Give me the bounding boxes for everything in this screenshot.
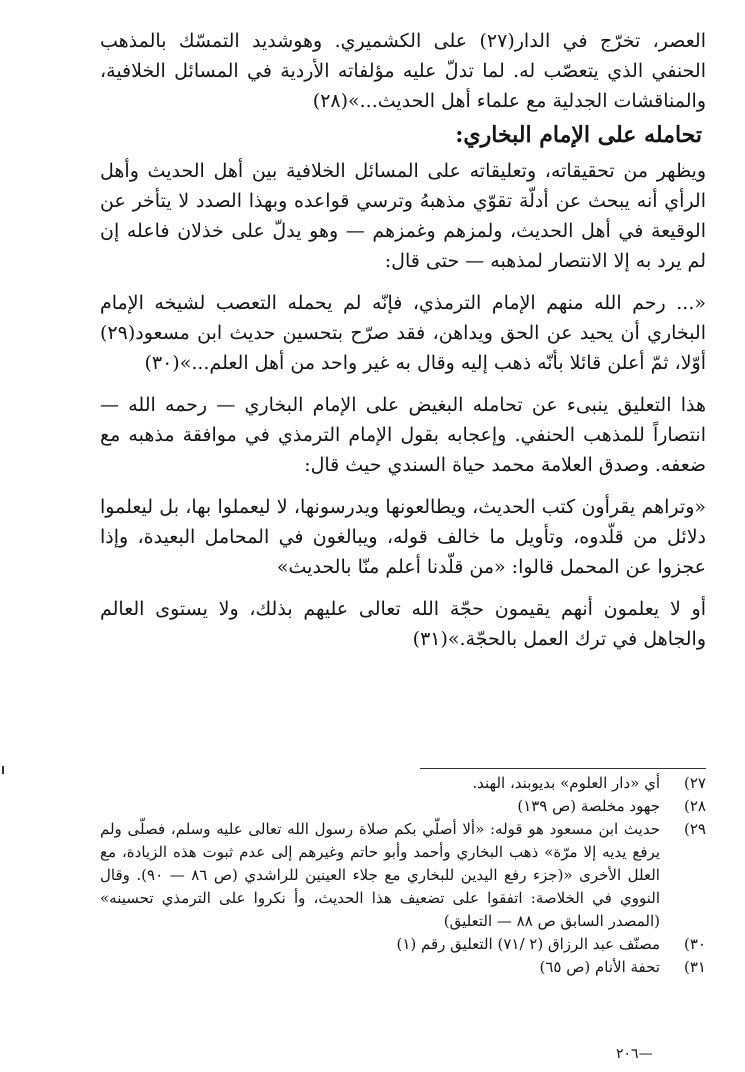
footnote-text: حديث ابن مسعود هو قوله: «ألا أصلّي بكم صلاة رسول الله تعالى عليه وسلم، فصلّى ولم يرفع يديه إلا مرّة» ذهب البخاري وأحمد وأبو حاتم وغيرهم إلى عدم ثبوت هذه الزيادة، مع العلل الأخرى «(جزء رفع اليدين للبخاري مع جلاء العينين للراشدي (ص ٨٦ — ٩٠). وقال النووي في الخلاصة: اتفقوا على تضعيف هذا الحديث، وأ نكروا على الترمذي تحسينه» (المصدر السابق ص ٨٨ — التعليق)	[100, 820, 660, 930]
footnote-number: ٣١)	[684, 958, 706, 976]
page-number: —٢٠٦	[616, 1046, 653, 1062]
paragraph-1: العصر، تخرّج في الدار(٢٧) على الكشميري. وهوشديد التمسّك بالمذهب الحنفي الذي يتعصّب له. لما تدلّ عليه مؤلفاته الأردية في المسائل الخلافية، والمناقشات الجدلية مع علماء أهل الحديث...»(٢٨)	[100, 30, 706, 112]
quote-1: «... رحم الله منهم الإمام الترمذي، فإنّه لم يحمله التعصب لشيخه الإمام البخاري أن يحيد عن الحق ويداهن، فقد صرّح بتحسين حديث ابن مسعود(٢٩) أوّلا، ثمّ أعلن قائلا بأنّه ذهب إليه وقال به غير واحد من أهل العلم...»(٣٠)	[100, 292, 706, 374]
footnote	[100, 772, 706, 795]
footnote-text: جهود مخلصة (ص ١٣٩)	[517, 797, 660, 815]
footnotes	[100, 772, 706, 979]
quote-2: «وتراهم يقرأون كتب الحديث، ويطالعونها ويدرسونها، لا ليعملوا بها، بل ليعلموا دلائل من قلّدوه، وتأويل ما خالف قوله، ويبالغون في المحامل البعيدة، وإذا عجزوا عن المحمل قالوا: «من قلّدنا أعلم منّا بالحديث»	[100, 496, 706, 578]
footnote-number: ٢٨)	[684, 797, 706, 815]
footnote-number: ٣٠)	[684, 935, 706, 953]
edge-mark	[2, 766, 4, 774]
paragraph-4: أو لا يعلمون أنهم يقيمون حجّة الله تعالى عليهم بذلك، ولا يستوى العالم والجاهل في ترك العمل بالحجّة.»(٣١)	[100, 598, 706, 650]
footnote	[100, 956, 706, 979]
footnote	[100, 795, 706, 818]
footnote-number: ٢٩)	[684, 820, 706, 838]
footnote-text: مصنّف عبد الرزاق (٢ /٧١) التعليق رقم (١)	[396, 935, 660, 953]
paragraph-2: ويظهر من تحقيقاته، وتعليقاته على المسائل الخلافية بين أهل الحديث وأهل الرأي أنه يبحث عن أدلّة تقوّي مذهبهُ وترسي قواعده وبهذا الصدد لا يتأخر عن الوقيعة في أهل الحديث، ولمزهم وغمزهم — وهو يدلّ على خذلان فاعله إن لم يرد به إلا الانتصار لمذهبه — حتى قال:	[100, 160, 706, 272]
footnote	[100, 818, 706, 933]
footnote-text: أي «دار العلوم» بديوبند، الهند.	[472, 774, 660, 792]
main-text	[100, 26, 706, 654]
footnote-number: ٢٧)	[684, 774, 706, 792]
footnote-text: تحفة الأنام (ص ٦٥)	[539, 958, 660, 976]
footnote	[100, 933, 706, 956]
section-heading: تحامله على الإمام البخاري:	[455, 122, 702, 148]
paragraph-3: هذا التعليق ينبىء عن تحامله البغيض على الإمام البخاري — رحمه الله — انتصاراً للمذهب الحنفي. وإعجابه بقول الإمام الترمذي في موافقة مذهبه مع ضعفه. وصدق العلامة محمد حياة السندي حيث قال:	[100, 394, 706, 476]
footnote-divider	[420, 768, 706, 769]
